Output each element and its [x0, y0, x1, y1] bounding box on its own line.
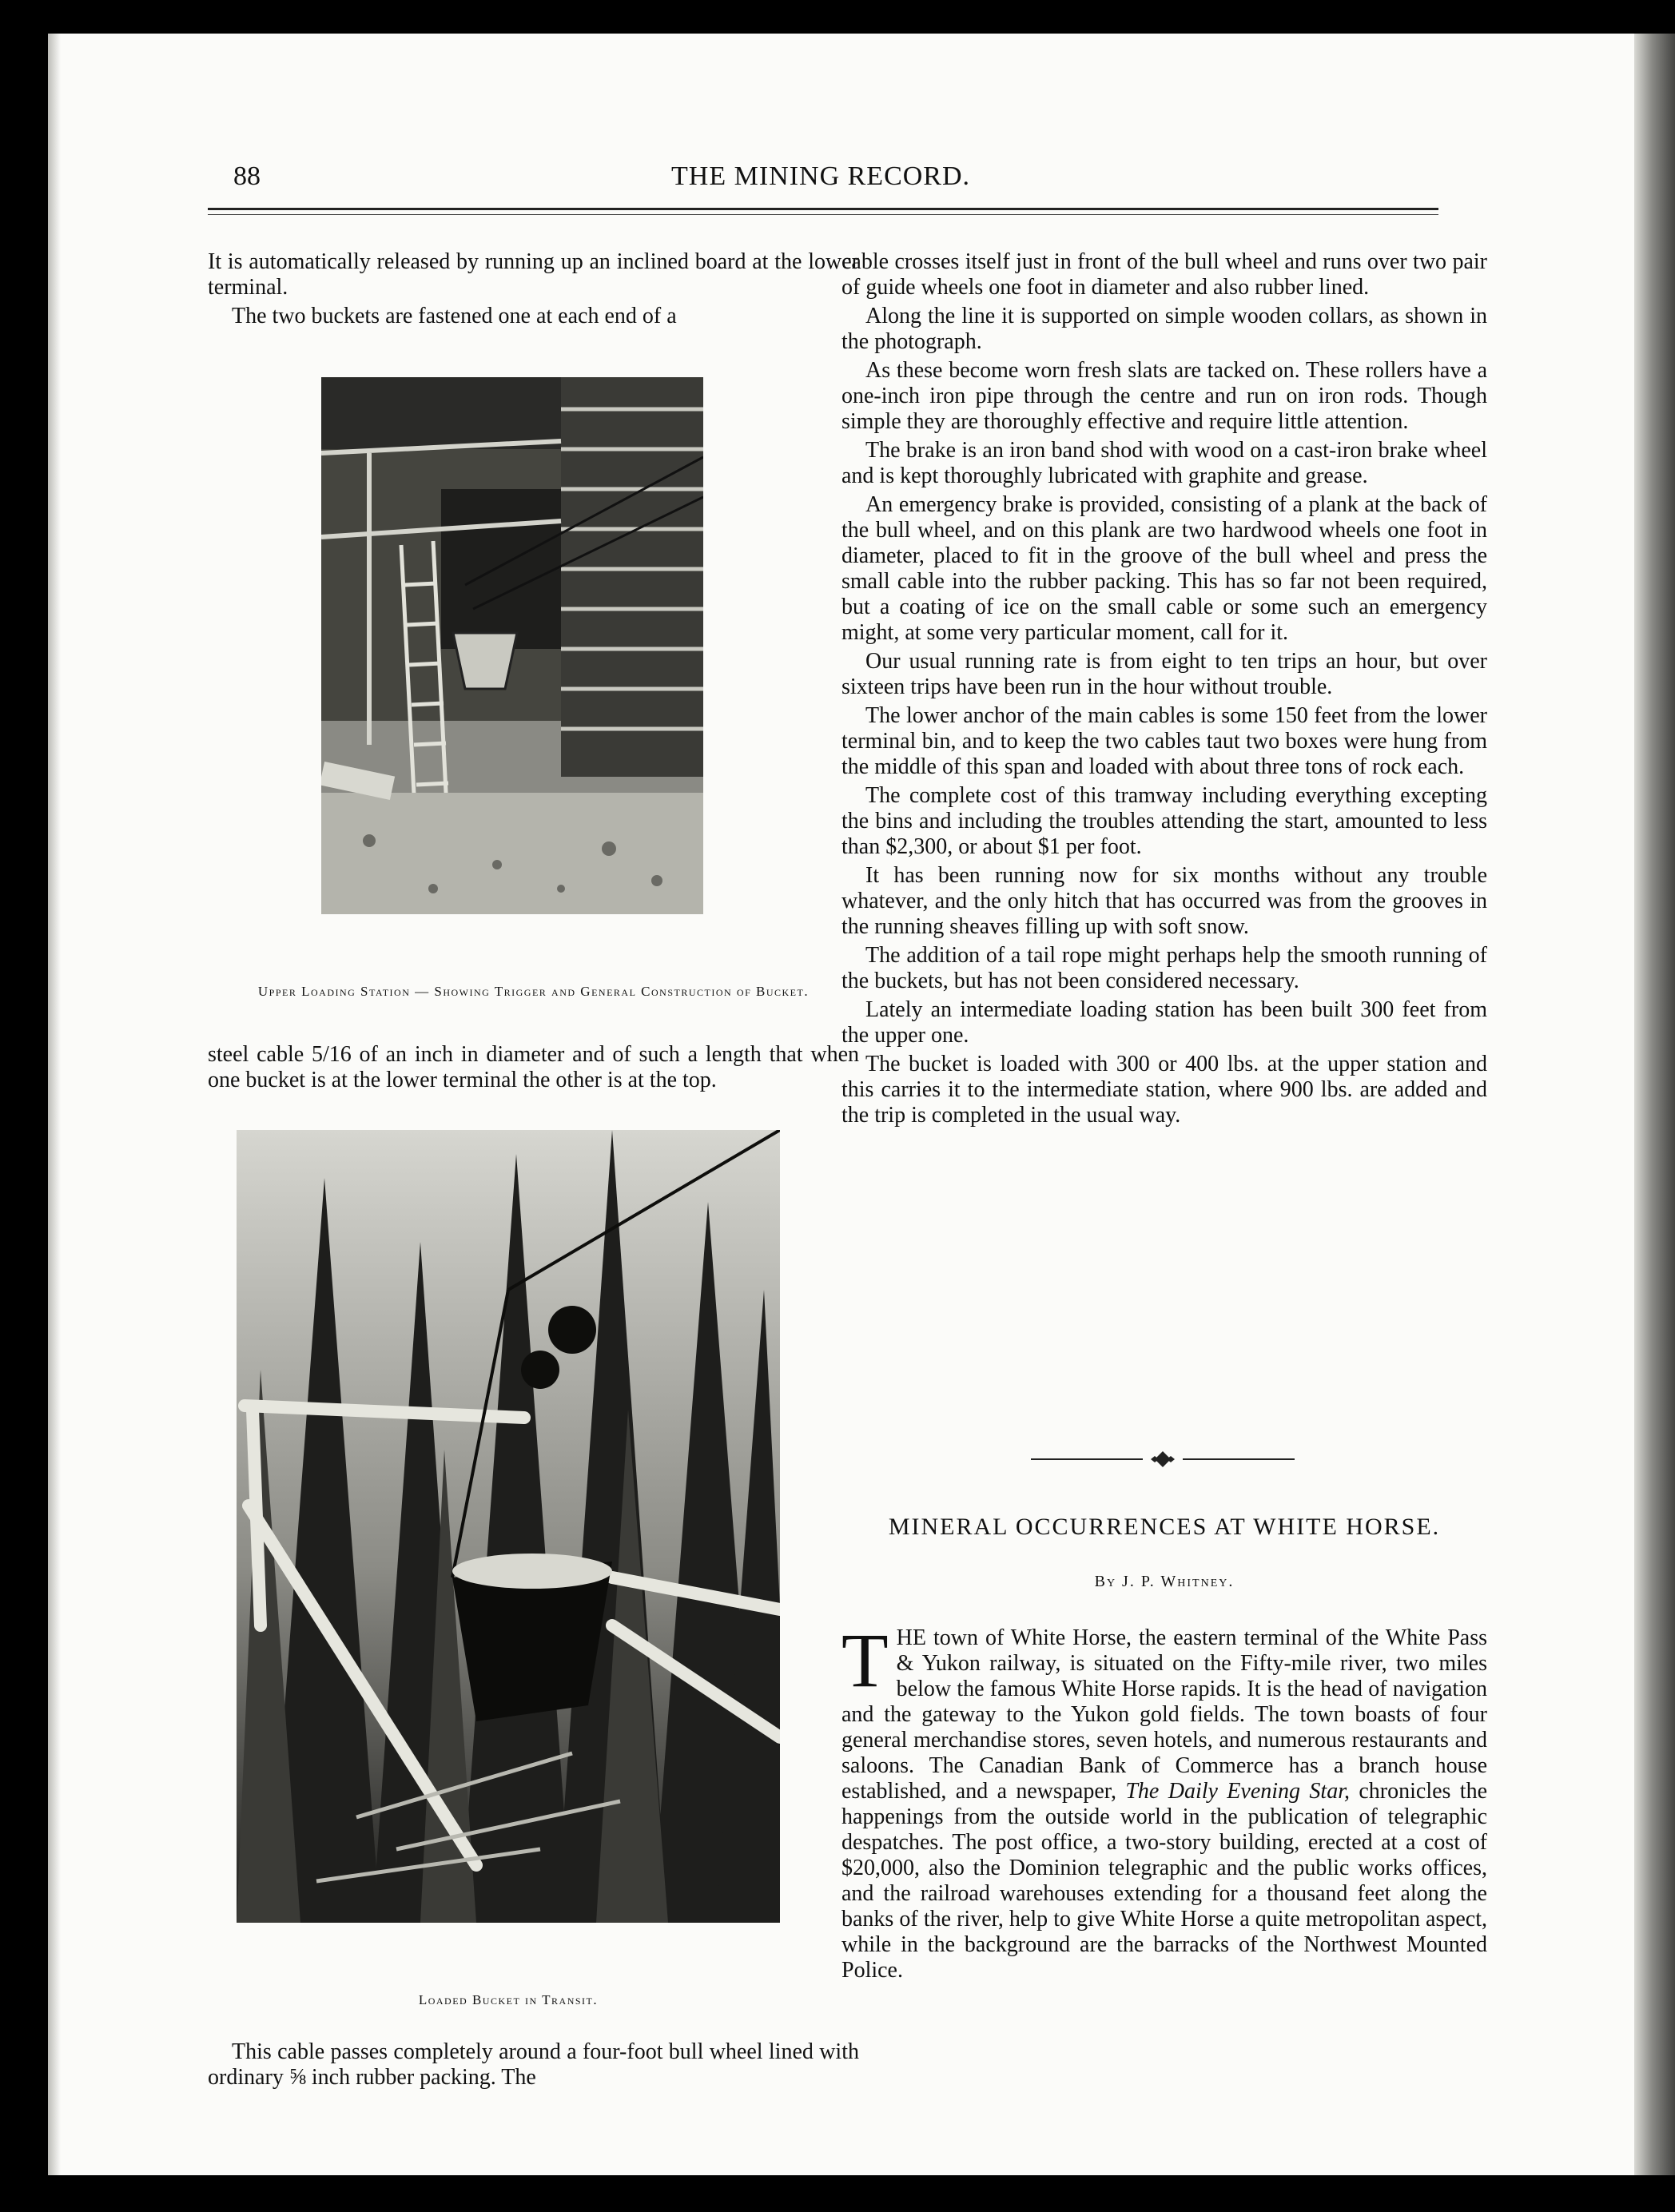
left-column-bottom	[208, 2039, 859, 2091]
left-paragraph: It is automatically released by running up an inclined board at the lower terminal.	[208, 249, 859, 300]
right-paragraph: It has been running now for six months without any trouble whatever, and the only hitch that has occurred was from the grooves in the running sheaves filling up with soft snow.	[841, 863, 1487, 939]
right-paragraph: Our usual running rate is from eight to ten trips an hour, but over sixteen trips have been run in the hour without trouble.	[841, 649, 1487, 699]
right-paragraph: The complete cost of this tramway including everything excepting the bins and including the troubles attending the start, amounted to less than $2,300, or about $1 per foot.	[841, 783, 1487, 859]
binding-gutter	[1634, 34, 1675, 2175]
right-paragraph: The bucket is loaded with 300 or 400 lbs. at the upper station and this carries it to the intermediate station, where 900 lbs. are added and the trip is completed in the usual way.	[841, 1052, 1487, 1128]
article-title: MINERAL OCCURRENCES AT WHITE HORSE.	[888, 1514, 1441, 1540]
page-edge-shadow	[48, 34, 61, 2175]
photo-loaded-bucket-image	[237, 1130, 780, 1923]
right-paragraph: Along the line it is supported on simple wooden collars, as shown in the photograph.	[841, 304, 1487, 354]
caption-upper-loading-station: Upper Loading Station — Showing Trigger and General Construction of Bucket.	[257, 984, 810, 999]
article-byline: By J. P. Whitney.	[1094, 1573, 1235, 1590]
right-paragraph: An emergency brake is provided, consisting of a plank at the back of the bull wheel, and on this plank are two hardwood wheels one foot in diameter, placed to fit in the groove of the bull wheel and press the small cable into the rubber packing. This has so far not been required, but a coating of ice on the small cable or some such an emergency might, at some very particular moment, call for it.	[841, 492, 1487, 645]
left-paragraph: steel cable 5/16 of an inch in diameter and of such a length that when one bucket is at the lower terminal the other is at the top.	[208, 1042, 859, 1092]
caption-loaded-bucket: Loaded Bucket in Transit.	[418, 1992, 599, 2007]
ornamental-divider	[1031, 1450, 1295, 1469]
right-paragraph: Lately an intermediate loading station has been built 300 feet from the upper one.	[841, 997, 1487, 1048]
ornament-icon	[1031, 1450, 1295, 1469]
article-text-part1: HE town of White Horse, the eastern terminal of the White Pass & Yukon railway, is situated on the Fifty-mile river, two miles below the famous White Horse rapids. It is the head of navigation and the gateway to the Yukon gold fields. The town boasts of four general merchandise stores, seven hotels, and numerous restaurants and saloons. The Canadian Bank of Commerce has a branch house established, and a newspaper,	[841, 1625, 1487, 1804]
photo-upper-loading-station-image	[321, 377, 703, 914]
photo-loaded-bucket	[237, 1130, 780, 1923]
right-paragraph: The brake is an iron band shod with wood on a cast-iron brake wheel and is kept thoroughly lubricated with graphite and grease.	[841, 438, 1487, 488]
left-paragraph: This cable passes completely around a four-foot bull wheel lined with ordinary ⅝ inch rubber packing. The	[208, 2039, 859, 2090]
photo-upper-loading-station	[321, 377, 703, 914]
right-column-text	[841, 249, 1487, 1128]
left-column-top	[208, 249, 859, 329]
right-paragraph: The addition of a tail rope might perhaps help the smooth running of the buckets, but has not been considered necessary.	[841, 943, 1487, 993]
page-number: 88	[233, 161, 261, 191]
drop-cap: T	[841, 1617, 889, 1703]
header-rule	[208, 208, 1438, 210]
right-paragraph: The lower anchor of the main cables is some 150 feet from the lower terminal bin, and to keep the two cables taut two boxes were hung from the middle of this span and loaded with about three tons of rock each.	[841, 703, 1487, 779]
article-body	[841, 1617, 1487, 1983]
newspaper-name: The Daily Evening Star,	[1125, 1779, 1350, 1804]
page	[48, 34, 1634, 2175]
left-column-middle	[208, 1042, 859, 1093]
article-text-part2: chronicles the happenings from the outside world in the publication of telegraphic despatches. The post office, a two-story building, erected at a cost of $20,000, also the Dominion telegraphic and the public works offices, and the railroad warehouses extending for a thousand feet along the banks of the river, help to give White Horse a quite metropolitan aspect, while in the background are the barracks of the Northwest Mounted Police.	[841, 1779, 1487, 1983]
right-paragraph: cable crosses itself just in front of the bull wheel and runs over two pair of guide wheels one foot in diameter and also rubber lined.	[841, 249, 1487, 300]
left-paragraph: The two buckets are fastened one at each end of a	[232, 304, 677, 328]
running-head: THE MINING RECORD.	[671, 161, 971, 191]
article-paragraph	[841, 1617, 1487, 1983]
header-rule-thin	[208, 214, 1438, 215]
right-paragraph: As these become worn fresh slats are tacked on. These rollers have a one-inch iron pipe through the centre and run on iron rods. Though simple they are thoroughly effective and require little attention.	[841, 358, 1487, 434]
